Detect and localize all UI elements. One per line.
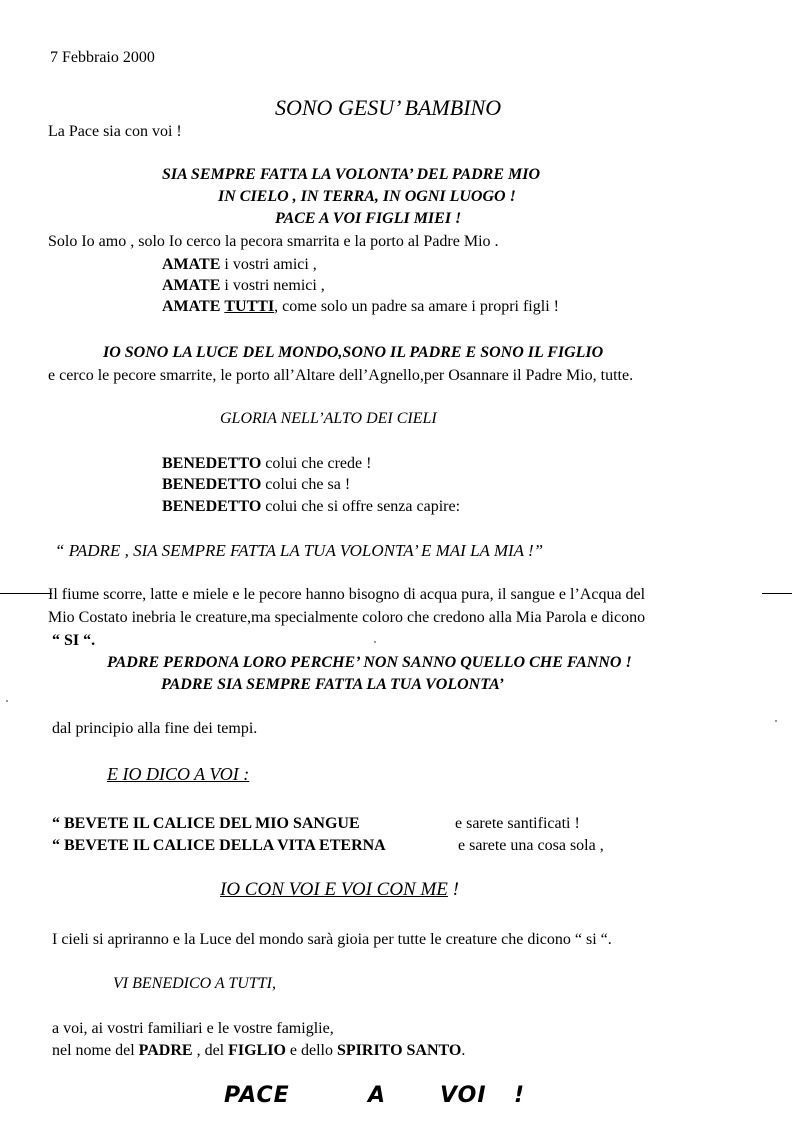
strike-mark-right	[762, 593, 792, 594]
benedetto-word: BENEDETTO	[162, 455, 262, 472]
final-word-excl: !	[514, 1083, 526, 1108]
bevete-line-1: “ BEVETE IL CALICE DEL MIO SANGUE	[52, 815, 360, 832]
benedetto-line-3	[162, 497, 460, 517]
blessing-text: , del	[192, 1042, 229, 1059]
benedetto-rest: colui che crede !	[261, 455, 372, 472]
bevete-rest-2: e sarete una cosa sola ,	[458, 837, 604, 854]
amate-word: AMATE	[162, 277, 221, 294]
prayer-line-2: IN CIELO , IN TERRA, IN OGNI LUOGO !	[218, 188, 516, 205]
padre-word: PADRE	[138, 1042, 193, 1059]
benedetto-word: BENEDETTO	[162, 476, 262, 493]
amate-rest: , come solo un padre sa amare i propri figli !	[274, 298, 559, 315]
amate-rest: i vostri nemici ,	[220, 277, 325, 294]
benedetto-rest: colui che si offre senza capire:	[261, 498, 461, 515]
io-con-voi-end: !	[447, 879, 459, 900]
principio-line: dal principio alla fine dei tempi.	[52, 720, 258, 737]
forgive-line-2: PADRE SIA SEMPRE FATTA LA TUA VOLONTA’	[161, 676, 504, 693]
benedico-line: VI BENEDICO A TUTTI,	[113, 975, 276, 992]
amate-word: AMATE	[162, 256, 221, 273]
amate-line-3	[162, 297, 559, 317]
amate-line-1	[162, 255, 317, 275]
blessing-line-2	[52, 1041, 465, 1061]
benedetto-rest: colui che sa !	[261, 476, 351, 493]
scan-speck	[6, 700, 8, 702]
blessing-line-1: a voi, ai vostri familiari e le vostre famiglie,	[52, 1020, 334, 1037]
spirito-word: SPIRITO SANTO	[337, 1042, 462, 1059]
figlio-word: FIGLIO	[228, 1042, 286, 1059]
greeting: La Pace sia con voi !	[48, 123, 182, 140]
love-line: Solo Io amo , solo Io cerco la pecora smarrita e la porto al Padre Mio .	[48, 233, 499, 250]
light-heading: IO SONO LA LUCE DEL MONDO,SONO IL PADRE E SONO IL FIGLIO	[103, 344, 604, 361]
river-line-3: “ SI “.	[52, 632, 96, 649]
strike-mark-left	[0, 593, 52, 594]
e-io-dico-heading: E IO DICO A VOI :	[107, 764, 250, 784]
tutti-word: TUTTI	[224, 298, 275, 315]
river-line-2: Mio Costato inebria le creature,ma specialmente coloro che credono alla Mia Parola e dicono	[48, 609, 646, 626]
final-word-a: A	[368, 1083, 387, 1108]
io-con-voi-line	[220, 879, 459, 901]
blessing-text: nel nome del	[52, 1042, 139, 1059]
forgive-line-1: PADRE PERDONA LORO PERCHE’ NON SANNO QUELLO CHE FANNO !	[107, 654, 632, 671]
final-word-voi: VOI	[440, 1083, 487, 1108]
prayer-line-3: PACE A VOI FIGLI MIEI !	[275, 210, 462, 227]
prayer-line-1: SIA SEMPRE FATTA LA VOLONTA’ DEL PADRE MIO	[162, 166, 541, 183]
amate-word: AMATE	[162, 298, 221, 315]
gloria-line: GLORIA NELL’ALTO DEI CIELI	[220, 410, 437, 427]
cieli-line: I cieli si apriranno e la Luce del mondo sarà gioia per tutte le creature che dicono “ si “.	[52, 931, 612, 948]
io-con-voi-text: IO CON VOI E VOI CON ME	[220, 879, 448, 900]
bevete-rest-1: e sarete santificati !	[455, 815, 580, 832]
quote-line: “ PADRE , SIA SEMPRE FATTA LA TUA VOLONTA’ E MAI LA MIA !”	[55, 541, 544, 560]
benedetto-line-1	[162, 454, 371, 474]
bevete-line-2: “ BEVETE IL CALICE DELLA VITA ETERNA	[52, 837, 386, 854]
benedetto-word: BENEDETTO	[162, 498, 262, 515]
blessing-text: e dello	[285, 1042, 337, 1059]
river-line-1: Il fiume scorre, latte e miele e le pecore hanno bisogno di acqua pura, il sangue e l’Acqua del	[48, 586, 646, 603]
final-word-pace: PACE	[224, 1083, 290, 1108]
date: 7 Febbraio 2000	[50, 49, 155, 66]
page-title: SONO GESU’ BAMBINO	[275, 95, 502, 120]
scan-speck	[775, 720, 777, 722]
blessing-text: .	[461, 1042, 466, 1059]
amate-line-2	[162, 276, 325, 296]
amate-rest: i vostri amici ,	[220, 256, 317, 273]
light-line: e cerco le pecore smarrite, le porto all’Altare dell’Agnello,per Osannare il Padre Mio, tutte.	[48, 367, 634, 384]
scan-speck	[374, 641, 376, 643]
benedetto-line-2	[162, 475, 350, 495]
